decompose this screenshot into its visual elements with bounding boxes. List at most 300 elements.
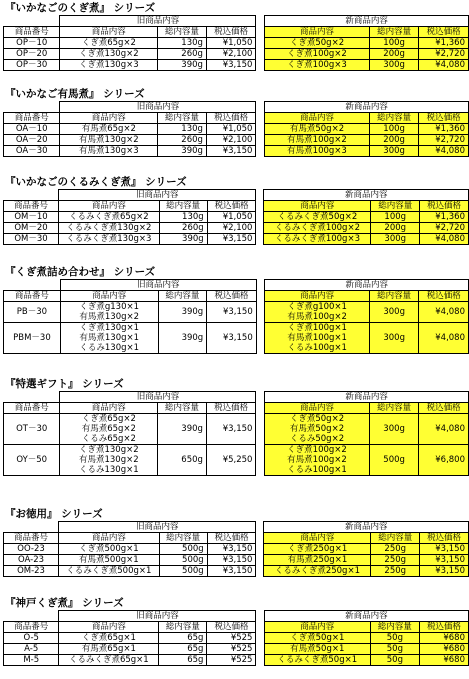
code-header: 商品番号 (4, 113, 60, 124)
old-price: ¥2,100 (206, 49, 256, 60)
new-content-line: 有馬煮50g×2 (289, 424, 345, 434)
column-gap (256, 555, 264, 566)
product-row (4, 555, 469, 566)
new-price: ¥3,150 (420, 566, 469, 577)
new-price: ¥4,080 (419, 60, 469, 71)
new-volume: 200g (369, 135, 419, 146)
new-volume: 250g (371, 544, 420, 555)
old-content-cell (59, 655, 159, 666)
old-price-header: 税込価格 (207, 622, 256, 633)
new-content-cell (265, 38, 370, 49)
old-content-line: くぎ煮500g×1 (79, 544, 139, 554)
column-gap (256, 522, 264, 533)
old-group-header: 旧商品内容 (60, 280, 256, 291)
old-content-line: 有馬煮130g×3 (78, 146, 139, 156)
new-content-line: くるみくぎ煮50g×1 (277, 655, 358, 665)
group-header-row (4, 280, 469, 291)
new-volume-header: 総内容量 (369, 27, 419, 38)
series-section (0, 2, 469, 71)
product-code: OM－20 (4, 223, 59, 234)
new-group-header: 新商品内容 (264, 190, 469, 201)
old-content-line: くぎ煮130g×3 (78, 60, 139, 70)
series-title: 『いかなごのくぎ煮』 シリーズ (5, 2, 156, 14)
column-header-row (4, 403, 469, 414)
new-content-cell (265, 302, 369, 323)
product-row (4, 212, 469, 223)
group-header-row (4, 611, 469, 622)
old-volume: 390g (158, 414, 207, 445)
new-content-cell (265, 445, 370, 476)
old-price: ¥3,150 (206, 414, 256, 445)
old-content-cell (59, 644, 159, 655)
old-price: ¥3,150 (207, 302, 257, 323)
column-header-row (4, 622, 469, 633)
code-header: 商品番号 (4, 291, 61, 302)
old-content-cell (60, 49, 158, 60)
old-price: ¥3,150 (207, 323, 257, 354)
product-code: OM-23 (4, 566, 59, 577)
new-volume: 100g (371, 212, 420, 223)
old-price-header: 税込価格 (206, 113, 256, 124)
new-price: ¥4,080 (419, 414, 469, 445)
old-content-line: くぎ煮130g×2 (78, 445, 139, 455)
product-row (4, 644, 469, 655)
new-price-header: 税込価格 (419, 403, 469, 414)
code-header: 商品番号 (4, 403, 60, 414)
group-header-row (4, 102, 469, 113)
old-content-cell (59, 555, 160, 566)
old-content-line: くるみ65g×2 (81, 434, 136, 444)
product-row (4, 544, 469, 555)
new-content-line: 有馬煮250g×1 (287, 555, 348, 565)
new-content-cell (265, 146, 370, 157)
old-price: ¥3,150 (206, 60, 256, 71)
column-gap (256, 49, 265, 60)
new-group-header: 新商品内容 (264, 611, 468, 622)
old-content-header: 商品内容 (59, 622, 159, 633)
new-volume: 300g (369, 323, 419, 354)
old-content-line: くぎ煮65g×1 (81, 633, 136, 643)
old-volume: 390g (159, 234, 207, 245)
column-header-row (4, 201, 469, 212)
new-price-header: 税込価格 (419, 291, 469, 302)
column-gap (256, 190, 264, 201)
old-group-header: 旧商品内容 (59, 611, 256, 622)
new-content-cell (264, 644, 370, 655)
old-content-cell (59, 633, 159, 644)
new-volume: 50g (370, 644, 419, 655)
new-group-header: 新商品内容 (265, 102, 469, 113)
old-price: ¥3,150 (207, 555, 256, 566)
column-gap (256, 201, 264, 212)
old-content-line: 有馬煮500g×1 (79, 555, 139, 565)
new-content-line: くぎ煮100g×1 (287, 323, 347, 333)
old-content-cell (60, 146, 158, 157)
old-content-cell (60, 124, 158, 135)
new-content-cell (264, 212, 371, 223)
new-content-line: 有馬煮50g×1 (290, 644, 345, 654)
new-content-header: 商品内容 (264, 622, 370, 633)
product-code: OY－50 (4, 445, 60, 476)
column-gap (256, 212, 264, 223)
new-content-line: くるみくぎ煮100g×2 (274, 223, 360, 233)
new-content-line: くぎ煮100g×2 (287, 445, 347, 455)
product-code: OO-23 (4, 544, 59, 555)
old-content-line: くぎ煮130g×1 (79, 323, 140, 333)
old-volume: 130g (158, 124, 207, 135)
old-content-line: くぎ煮g130×1 (79, 302, 140, 312)
column-gap (256, 102, 265, 113)
old-content-line: 有馬煮65g×2 (81, 424, 136, 434)
column-gap (256, 280, 265, 291)
product-row (4, 414, 469, 445)
product-code: OM－30 (4, 234, 59, 245)
new-content-cell (264, 633, 370, 644)
old-volume: 65g (159, 633, 207, 644)
new-volume-header: 総内容量 (371, 201, 420, 212)
new-content-line: くるみくぎ煮100g×3 (274, 234, 360, 244)
price-table (3, 15, 469, 71)
old-volume: 260g (158, 49, 207, 60)
new-volume: 200g (369, 49, 419, 60)
new-price: ¥2,720 (419, 49, 469, 60)
old-content-line: くぎ煮65g×2 (81, 414, 136, 424)
new-content-cell (264, 234, 371, 245)
old-content-cell (59, 234, 160, 245)
series-section (0, 176, 469, 245)
column-gap (256, 323, 265, 354)
old-price: ¥525 (207, 655, 256, 666)
new-content-line: 有馬煮100g×2 (287, 312, 347, 322)
old-group-header: 旧商品内容 (59, 522, 256, 533)
old-volume: 130g (159, 212, 207, 223)
old-content-line: 有馬煮65g×1 (81, 644, 136, 654)
old-price: ¥3,150 (207, 544, 256, 555)
old-content-line: 有馬煮130g×2 (79, 312, 140, 322)
new-group-header: 新商品内容 (264, 522, 469, 533)
group-header-row (4, 392, 469, 403)
old-content-cell (60, 60, 158, 71)
product-code: OM－10 (4, 212, 59, 223)
old-content-cell (60, 38, 158, 49)
old-content-line: くぎ煮65g×2 (81, 38, 136, 48)
new-volume: 300g (369, 60, 419, 71)
product-code: PB－30 (4, 302, 61, 323)
old-volume: 390g (158, 146, 207, 157)
new-volume: 100g (369, 124, 419, 135)
old-content-line: くるみくぎ煮65g×1 (68, 655, 149, 665)
old-volume: 390g (158, 302, 207, 323)
old-price: ¥1,050 (206, 38, 256, 49)
old-content-line: 有馬煮130g×2 (78, 135, 139, 145)
old-content-line: くるみ130g×1 (78, 465, 139, 475)
old-content-cell (59, 566, 160, 577)
new-content-cell (264, 544, 371, 555)
old-volume: 260g (159, 223, 207, 234)
old-content-cell (59, 212, 160, 223)
series-title: 『いかなごのくるみくぎ煮』 シリーズ (5, 176, 187, 188)
old-content-header: 商品内容 (60, 403, 158, 414)
product-code: OA－20 (4, 135, 60, 146)
series-section (0, 378, 469, 476)
new-price-header: 税込価格 (420, 533, 469, 544)
new-volume: 500g (369, 445, 419, 476)
price-table (3, 391, 469, 476)
old-content-line: 有馬煮65g×2 (81, 124, 136, 134)
new-volume: 300g (371, 234, 420, 245)
old-content-line: 有馬煮130g×1 (79, 333, 140, 343)
column-gap (256, 291, 265, 302)
new-price: ¥2,720 (419, 135, 469, 146)
old-volume-header: 総内容量 (158, 291, 207, 302)
old-price-header: 税込価格 (207, 291, 257, 302)
new-content-line: くぎ煮250g×1 (287, 544, 348, 554)
column-gap (256, 655, 264, 666)
old-price: ¥1,050 (206, 124, 256, 135)
new-content-cell (265, 323, 369, 354)
series-title: 『お徳用』 シリーズ (5, 508, 103, 520)
new-price-header: 税込価格 (419, 113, 469, 124)
blank-cell (4, 280, 61, 291)
product-row (4, 445, 469, 476)
blank-cell (4, 392, 60, 403)
blank-cell (4, 16, 60, 27)
old-volume-header: 総内容量 (159, 533, 207, 544)
product-row (4, 146, 469, 157)
new-content-line: くぎ煮100g×3 (287, 60, 347, 70)
product-code: OP－20 (4, 49, 60, 60)
old-volume-header: 総内容量 (158, 113, 207, 124)
old-content-cell (59, 223, 160, 234)
new-content-line: くぎ煮50g×2 (289, 38, 345, 48)
blank-cell (4, 522, 59, 533)
old-content-cell (60, 323, 158, 354)
group-header-row (4, 522, 469, 533)
blank-cell (4, 102, 60, 113)
column-gap (256, 611, 264, 622)
product-code: O-5 (4, 633, 59, 644)
new-price-header: 税込価格 (420, 201, 469, 212)
old-price: ¥5,250 (206, 445, 256, 476)
old-volume: 390g (158, 323, 207, 354)
column-gap (256, 124, 265, 135)
column-gap (256, 135, 265, 146)
new-group-header: 新商品内容 (265, 16, 469, 27)
price-table (3, 610, 469, 666)
product-row (4, 223, 469, 234)
old-price: ¥525 (207, 633, 256, 644)
old-content-line: くぎ煮130g×2 (78, 49, 139, 59)
column-gap (256, 403, 265, 414)
product-code: PBM－30 (4, 323, 61, 354)
new-content-line: 有馬煮100g×3 (287, 146, 347, 156)
column-gap (256, 38, 265, 49)
old-content-line: くるみくぎ煮65g×2 (68, 212, 149, 222)
new-content-line: くるみくぎ煮50g×2 (277, 212, 358, 222)
old-content-header: 商品内容 (59, 533, 160, 544)
old-volume: 500g (159, 566, 207, 577)
new-price: ¥6,800 (419, 445, 469, 476)
series-section (0, 508, 469, 577)
old-content-cell (59, 544, 160, 555)
new-content-cell (265, 414, 370, 445)
column-header-row (4, 113, 469, 124)
product-code: OA-23 (4, 555, 59, 566)
new-content-header: 商品内容 (265, 113, 370, 124)
new-volume: 100g (369, 38, 419, 49)
old-volume: 65g (159, 655, 207, 666)
product-row (4, 49, 469, 60)
old-volume: 390g (158, 60, 207, 71)
blank-cell (4, 190, 59, 201)
new-price: ¥4,080 (419, 302, 469, 323)
series-section (0, 88, 469, 157)
old-content-line: 有馬煮130g×2 (78, 455, 139, 465)
code-header: 商品番号 (4, 201, 59, 212)
product-row (4, 124, 469, 135)
product-row (4, 655, 469, 666)
column-header-row (4, 533, 469, 544)
series-title: 『特選ギフト』 シリーズ (5, 378, 124, 390)
new-content-cell (264, 555, 371, 566)
old-price-header: 税込価格 (206, 27, 256, 38)
product-row (4, 135, 469, 146)
old-content-line: くるみくぎ煮130g×3 (66, 234, 152, 244)
new-content-line: くるみ50g×2 (289, 434, 345, 444)
new-content-line: 有馬煮50g×2 (289, 124, 345, 134)
old-price: ¥1,050 (207, 212, 256, 223)
old-group-header: 旧商品内容 (60, 102, 256, 113)
new-price-header: 税込価格 (419, 27, 469, 38)
column-gap (256, 16, 265, 27)
code-header: 商品番号 (4, 622, 59, 633)
new-price: ¥3,150 (420, 544, 469, 555)
old-volume-header: 総内容量 (159, 201, 207, 212)
old-volume: 650g (158, 445, 207, 476)
new-volume-header: 総内容量 (369, 403, 419, 414)
old-content-cell (60, 135, 158, 146)
product-code: OA－30 (4, 146, 60, 157)
product-row (4, 323, 469, 354)
old-price: ¥525 (207, 644, 256, 655)
column-gap (256, 533, 264, 544)
column-gap (256, 146, 265, 157)
column-header-row (4, 27, 469, 38)
price-table (3, 279, 469, 354)
column-gap (256, 392, 265, 403)
new-content-line: 有馬煮100g×2 (287, 135, 347, 145)
product-code: M-5 (4, 655, 59, 666)
old-content-line: くるみくぎ煮130g×2 (66, 223, 152, 233)
product-row (4, 38, 469, 49)
series-section (0, 597, 469, 666)
price-table (3, 521, 469, 577)
new-volume: 300g (369, 146, 419, 157)
new-content-header: 商品内容 (264, 201, 371, 212)
product-code: OP－10 (4, 38, 60, 49)
new-volume-header: 総内容量 (371, 533, 420, 544)
column-header-row (4, 291, 469, 302)
old-group-header: 旧商品内容 (60, 16, 256, 27)
old-content-cell (60, 302, 158, 323)
new-price-header: 税込価格 (419, 622, 468, 633)
old-volume-header: 総内容量 (158, 403, 207, 414)
old-group-header: 旧商品内容 (59, 190, 256, 201)
column-gap (256, 223, 264, 234)
new-group-header: 新商品内容 (265, 392, 469, 403)
column-gap (256, 113, 265, 124)
series-title: 『いかなご有馬煮』 シリーズ (5, 88, 145, 100)
old-content-header: 商品内容 (60, 113, 158, 124)
product-code: A-5 (4, 644, 59, 655)
new-content-header: 商品内容 (265, 291, 369, 302)
group-header-row (4, 190, 469, 201)
column-gap (256, 622, 264, 633)
new-volume: 50g (370, 655, 419, 666)
old-content-header: 商品内容 (59, 201, 160, 212)
new-content-line: 有馬煮100g×1 (287, 333, 347, 343)
column-gap (256, 234, 264, 245)
new-content-line: くぎ煮50g×1 (290, 633, 345, 643)
new-price: ¥1,360 (420, 212, 469, 223)
product-row (4, 234, 469, 245)
new-content-cell (264, 566, 371, 577)
new-price: ¥680 (419, 655, 468, 666)
old-price: ¥2,100 (207, 223, 256, 234)
old-volume: 500g (159, 555, 207, 566)
new-volume-header: 総内容量 (369, 113, 419, 124)
old-volume: 65g (159, 644, 207, 655)
column-gap (256, 644, 264, 655)
old-price-header: 税込価格 (206, 403, 256, 414)
product-row (4, 60, 469, 71)
product-code: OP－30 (4, 60, 60, 71)
new-content-cell (265, 135, 370, 146)
column-gap (256, 302, 265, 323)
new-content-cell (265, 124, 370, 135)
new-content-line: くぎ煮g100×1 (287, 302, 347, 312)
column-gap (256, 414, 265, 445)
column-gap (256, 60, 265, 71)
new-price: ¥1,360 (419, 38, 469, 49)
code-header: 商品番号 (4, 27, 60, 38)
old-price: ¥3,150 (207, 566, 256, 577)
new-price: ¥4,080 (419, 146, 469, 157)
new-content-cell (264, 223, 371, 234)
price-table (3, 101, 469, 157)
old-price: ¥3,150 (207, 234, 256, 245)
product-code: OT－30 (4, 414, 60, 445)
new-volume: 250g (371, 555, 420, 566)
old-content-cell (60, 445, 158, 476)
new-volume: 300g (369, 414, 419, 445)
blank-cell (4, 611, 59, 622)
column-gap (256, 544, 264, 555)
new-price: ¥2,720 (420, 223, 469, 234)
series-title: 『神戸くぎ煮』 シリーズ (5, 597, 124, 609)
column-gap (256, 633, 264, 644)
old-content-header: 商品内容 (60, 27, 158, 38)
new-content-header: 商品内容 (265, 403, 370, 414)
new-volume-header: 総内容量 (370, 622, 419, 633)
old-price-header: 税込価格 (207, 201, 256, 212)
new-content-line: くぎ煮100g×2 (287, 49, 347, 59)
new-content-cell (265, 60, 370, 71)
new-content-line: くるみくぎ煮250g×1 (274, 566, 360, 576)
old-volume: 130g (158, 38, 207, 49)
old-volume-header: 総内容量 (159, 622, 207, 633)
group-header-row (4, 16, 469, 27)
